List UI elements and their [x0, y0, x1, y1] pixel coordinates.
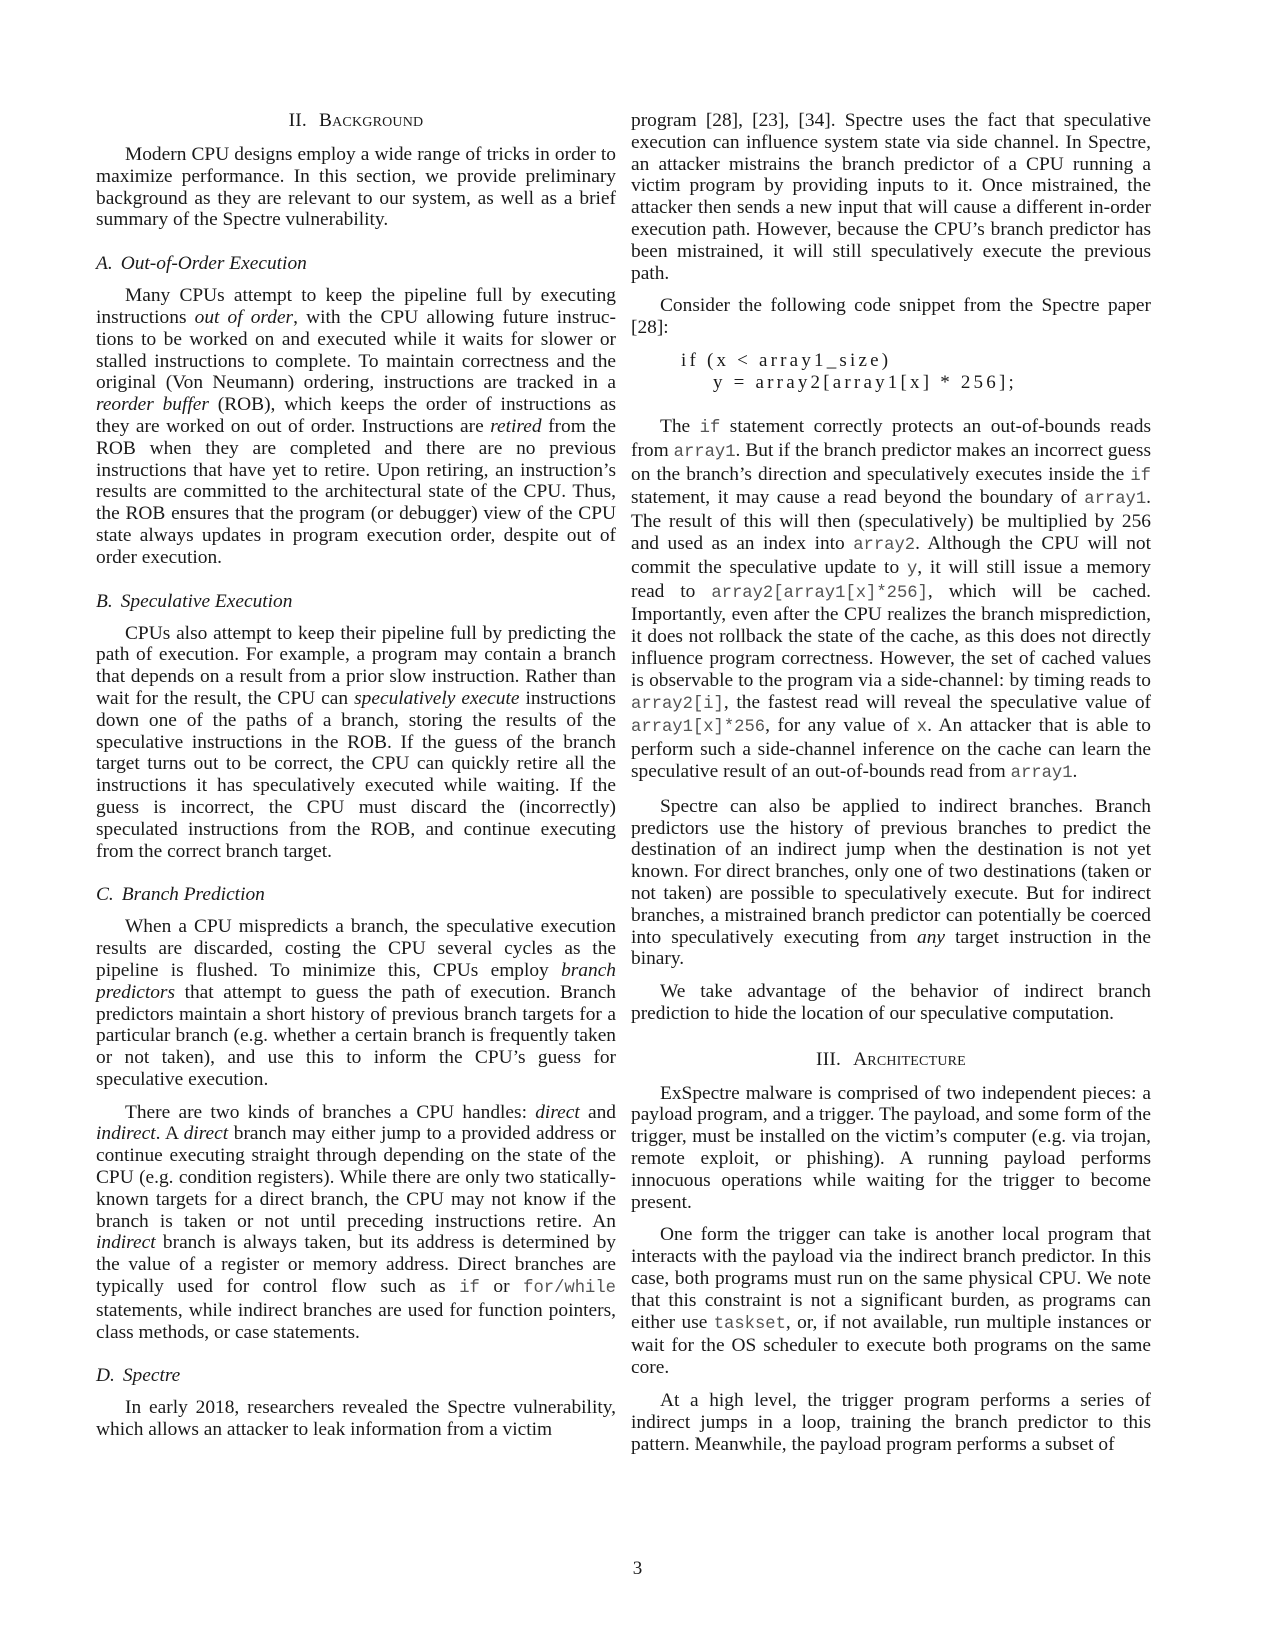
page-number: 3: [632, 1558, 643, 1579]
code-line-1: if (x < array1_size): [681, 349, 892, 371]
trigger-paragraph: One form the trigger can take is another local program that interacts with the payload via the indirect branch predictor. In this case, both programs must run on the same physical CPU. We note that this constraint is not a significant burden, as programs can either use taskset, or, if not available, run multiple instances or wait for the OS scheduler to execute both programs on the same core.: [631, 1224, 1151, 1379]
high-level-paragraph: At a high level, the trigger program performs a series of indirect jumps in a loop, training the branch predictor to this pattern. Meanwhile, the payload program performs a subset of: [631, 1390, 1151, 1455]
section-heading-architecture: III. Architecture: [816, 1048, 966, 1070]
section-heading-background: II. Background: [288, 110, 424, 131]
indirect-branches-paragraph: Spectre can also be applied to indirect branches. Branch predictors use the history of previous branches to predict the destination of an indirect jump when the destination is not yet known. For direct branches, only one of two destinations (taken or not taken) are possible to speculatively execute. But for indirect branches, a mistrained branch predictor can potentially be coerced into speculatively executing from any target instruction in the binary.: [631, 795, 1151, 970]
if-statement-paragraph: The if statement correctly protects an out-of-bounds reads from array1. But if the branch predictor makes an incorrect guess on the branch’s direction and speculatively executes inside the if statement, it may cause a read beyond the boundary of array1. The result of this will then (speculatively) be multiplied by 256 and used as an index into array2. Although the CPU will not commit the speculative update to y, it will still issue a memory read to array2[array1[x]*256], which will be cached. Importantly, even after the CPU realizes the branch misprediction, it does not rollback the state of the cache, as this does not directly influence program correctness. However, the set of cached values is observable to the program via a side-channel: by timing reads to array2[i], the fastest read will reveal the speculative value of array1[x]*256, for any value of x. An attacker that is able to perform such a side-channel inference on the cache can learn the speculative result of an out-of-bounds read from array1.: [631, 415, 1152, 783]
code-snippet: [681, 350, 1151, 394]
subsection-heading-spectre: D. Spectre: [96, 1365, 181, 1387]
left-column: [96, 110, 616, 1452]
code-snippet-intro-paragraph: Consider the following code snippet from the Spectre paper [28]:: [631, 295, 1151, 339]
code-line-2: y = array2[array1[x] * 256];: [713, 371, 1017, 393]
speculative-execution-paragraph: CPUs also attempt to keep their pipeline full by predicting the path of execution. For example, a program may contain a branch that depends on a result from a prior slow instruction. Rather than wait for the result, the CPU can speculatively execute instructions down one of the paths of a branch, storing the results of the speculative instructions in the ROB. If the guess of the branch target turns out to be correct, the CPU can quickly retire all the instructions it has speculatively executed while waiting. If the guess is incorrect, the CPU must discard the (incorrectly) speculated instructions from the ROB, and continue executing from the correct branch target.: [96, 622, 616, 862]
branch-prediction-paragraph-1: When a CPU mispredicts a branch, the speculative execution results are discarded, costing the CPU several cycles as the pipeline is flushed. To minimize this, CPUs employ branch predictors that attempt to guess the path of execution. Branch predictors maintain a short history of previous branch targets for a particular branch (e.g. whether a certain branch is frequently taken or not taken), and use this to inform the CPU’s guess for speculative execution.: [96, 916, 616, 1090]
subsection-heading-speculative-execution: B. Speculative Execution: [96, 590, 293, 612]
branch-prediction-paragraph-2: There are two kinds of branches a CPU handles: direct and indirect. A direct branch may either jump to a provided address or continue executing straight through depending on the state of the CPU (e.g. condition registers). While there are only two statically-known targets for a direct branch, the CPU may not know if the branch is taken or not until preceding instructions retire. An indirect branch is always taken, but its address is determined by the value of a register or memory address. Direct branches are typically used for control flow such as if or for/while statements, while indirect branches are used for function pointers, class methods, or case statements.: [96, 1101, 617, 1343]
advantage-paragraph: We take advantage of the behavior of indirect branch prediction to hide the location of our speculative computation.: [631, 981, 1151, 1024]
spectre-paragraph-start: In early 2018, researchers revealed the Spectre vulnerability, which allows an attacker to leak information from a victim: [96, 1397, 616, 1441]
spectre-paragraph-continued: program [28], [23], [34]. Spectre uses the fact that speculative execution can influence system state via side channel. In Spectre, an attacker mistrains the branch predictor of a CPU running a victim program by providing inputs to it. Once mistrained, the attacker then sends a new input that will cause a different in-order execution path. However, because the CPU’s branch predictor has been mistrained, it will still speculatively execute the previous path.: [631, 110, 1151, 284]
background-intro-paragraph: Modern CPU designs employ a wide range of tricks in order to maximize performance. In this section, we provide preliminary background as they are relevant to our system, as well as a brief summary of the Spectre vulnerability.: [96, 144, 616, 231]
subsection-heading-branch-prediction: C. Branch Prediction: [96, 884, 265, 906]
subsection-heading-out-of-order: A. Out-of-Order Execution: [96, 253, 307, 275]
exspectre-paragraph: ExSpectre malware is comprised of two independent pieces: a payload program, and a trigger. The payload, and some form of the trigger, must be installed on the victim’s computer (e.g. via trojan, remote exploit, or phishing). A running payload performs innocuous operations while waiting for the trigger to become present.: [631, 1082, 1151, 1213]
right-column: [631, 110, 1151, 1466]
out-of-order-paragraph: Many CPUs attempt to keep the pipeline full by executing instructions out of order, with the CPU allowing future instructions to be worked on and executed while it waits for slower or stalled instructions to complete. To maintain correctness and the original (Von Neumann) ordering, instructions are tracked in a reorder buffer (ROB), which keeps the order of instructions as they are worked on out of order. Instructions are retired from the ROB when they are completed and there are no previous instructions that have yet to retire. Upon retiring, an instruction’s results are committed to the architectural state of the CPU. Thus, the ROB ensures that the program (or debugger) view of the CPU state always updates in program execution order, despite out of order execution.: [96, 285, 617, 568]
